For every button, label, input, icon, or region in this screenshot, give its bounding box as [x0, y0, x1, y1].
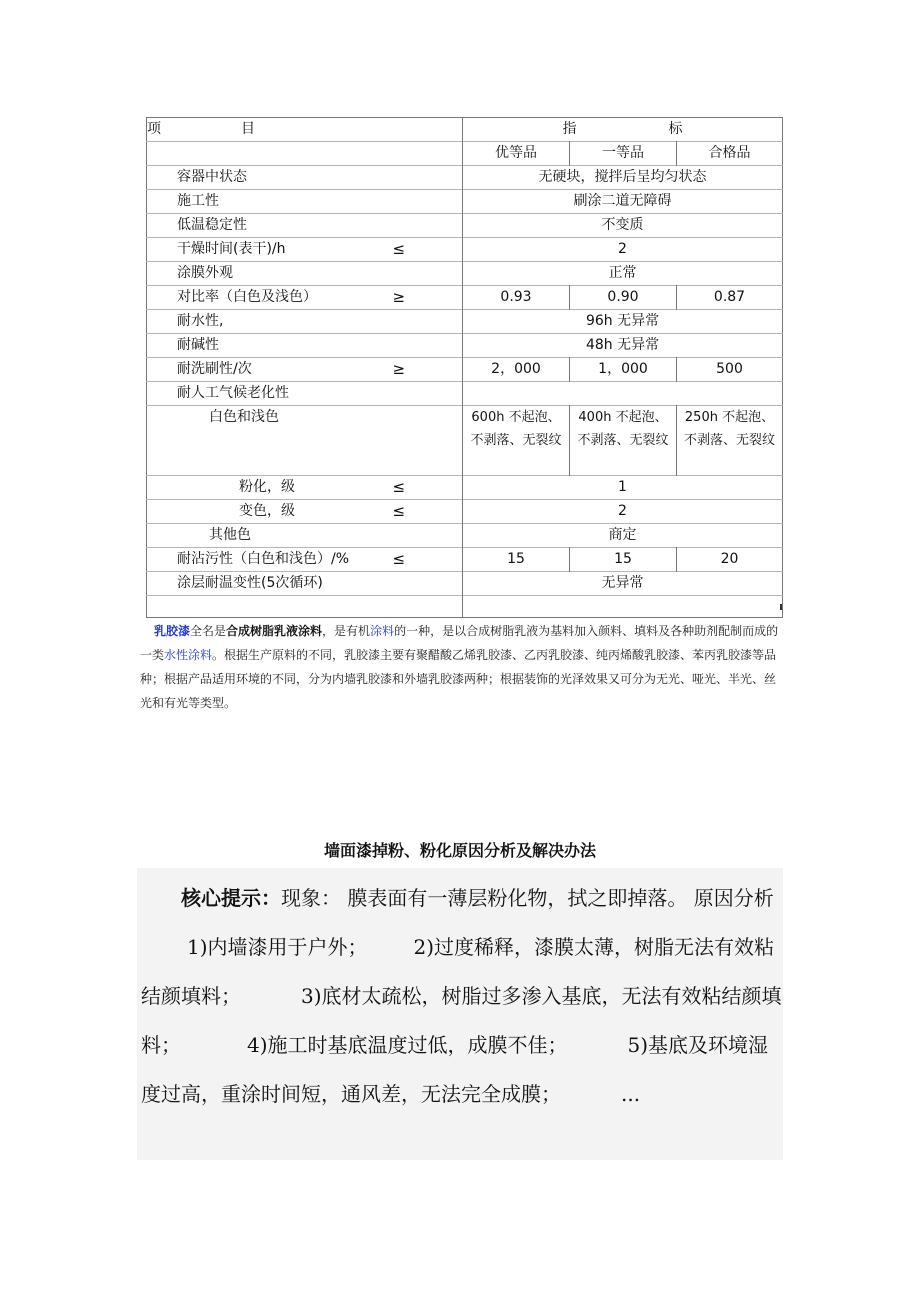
row-value: 1，000 — [570, 358, 677, 382]
row-item: 白色和浅色 — [209, 409, 279, 425]
table-row — [147, 476, 783, 500]
table-row — [147, 166, 783, 190]
row-value: 0.90 — [570, 286, 677, 310]
row-item: 其他色 — [209, 527, 251, 543]
header-item: 项 目 — [147, 121, 255, 137]
row-value: 2 — [463, 238, 783, 262]
row-item: 施工性 — [177, 193, 219, 209]
row-item: 粉化，级 — [239, 479, 295, 495]
row-value: 2，000 — [463, 358, 570, 382]
row-value: 无硬块，搅拌后呈均匀状态 — [463, 166, 783, 190]
row-value: 0.93 — [463, 286, 570, 310]
row-operator: ≤ — [392, 502, 406, 520]
table-row — [147, 358, 783, 382]
row-value: 20 — [677, 548, 783, 572]
row-operator: ≤ — [392, 478, 406, 496]
grade-label: 合格品 — [677, 142, 783, 166]
row-item: 变色，级 — [239, 503, 295, 519]
row-value: 刷涂二道无障碍 — [463, 190, 783, 214]
waterborne-coating-link[interactable]: 水性涂料 — [164, 648, 213, 662]
section-title: 墙面漆掉粉、粉化原因分析及解决办法 — [323, 841, 596, 860]
row-item: 容器中状态 — [177, 169, 247, 185]
table-edge-mark — [780, 604, 782, 610]
row-value: 600h 不起泡、不剥落、无裂纹 — [463, 406, 570, 476]
row-item: 耐沾污性（白色和浅色）/% — [177, 551, 350, 567]
table-row — [147, 238, 783, 262]
row-value: 商定 — [463, 524, 783, 548]
row-value: 500 — [677, 358, 783, 382]
row-operator: ≤ — [392, 240, 406, 258]
grade-label: 一等品 — [570, 142, 677, 166]
table-row — [147, 500, 783, 524]
row-value: 正常 — [463, 262, 783, 286]
table-row — [147, 382, 783, 406]
table-row — [147, 406, 783, 476]
row-item: 耐人工气候老化性 — [177, 385, 289, 401]
row-item: 涂膜外观 — [177, 265, 233, 281]
row-item: 耐水性, — [177, 313, 224, 329]
row-value: 1 — [463, 476, 783, 500]
table-row — [147, 310, 783, 334]
row-item: 对比率（白色及浅色） — [177, 289, 317, 305]
row-value: 15 — [463, 548, 570, 572]
row-value: 无异常 — [463, 572, 783, 596]
table-row — [147, 214, 783, 238]
row-value: 96h 无异常 — [463, 310, 783, 334]
row-operator: ≤ — [392, 550, 406, 568]
coating-link[interactable]: 涂料 — [370, 624, 395, 638]
table-row-empty — [147, 596, 783, 618]
table-grade-row — [147, 142, 783, 166]
row-value: 250h 不起泡、不剥落、无裂纹 — [677, 406, 783, 476]
grade-label: 优等品 — [463, 142, 570, 166]
table-row — [147, 286, 783, 310]
table-row — [147, 572, 783, 596]
table-row — [147, 262, 783, 286]
row-value: 2 — [463, 500, 783, 524]
row-item: 耐洗刷性/次 — [177, 361, 252, 377]
core-tip-label: 核心提示： — [181, 886, 281, 910]
row-value: 48h 无异常 — [463, 334, 783, 358]
table-row — [147, 190, 783, 214]
row-value — [463, 382, 783, 406]
row-item: 低温稳定性 — [177, 217, 247, 233]
row-operator: ≥ — [392, 360, 406, 378]
core-tip-box — [137, 868, 783, 1160]
row-value: 400h 不起泡、不剥落、无裂纹 — [570, 406, 677, 476]
latex-paint-link[interactable]: 乳胶漆 — [154, 624, 191, 638]
row-item: 涂层耐温变性(5次循环) — [177, 575, 323, 591]
row-value: 不变质 — [463, 214, 783, 238]
row-value: 15 — [570, 548, 677, 572]
table-row — [147, 548, 783, 572]
row-operator: ≥ — [392, 288, 406, 306]
row-item: 干燥时间(表干)/h — [177, 241, 286, 257]
row-value: 0.87 — [677, 286, 783, 310]
row-item: 耐碱性 — [177, 337, 219, 353]
table-row — [147, 334, 783, 358]
table-row — [147, 524, 783, 548]
spec-table — [146, 117, 783, 618]
core-tip-text: 核心提示：现象： 膜表面有一薄层粉化物，拭之即掉落。 原因分析1)内墙漆用于户外； 2)过度稀释，漆膜太薄，树脂无法有效粘结颜填料； 3)底材太疏松，树脂过多渗入基底，无法有效粘结颜填料； 4)施工时基底温度过低，成膜不佳； 5)基底及环境湿度过高，重涂时间短，通风差，无法完全成膜； ... — [141, 886, 782, 1106]
header-index: 指 标 — [463, 118, 783, 142]
table-header-row — [147, 118, 783, 142]
intro-paragraph: 乳胶漆全名是合成树脂乳液涂料，是有机涂料的一种，是以合成树脂乳液为基料加入颜料、填料及各种助剂配制而成的一类水性涂料。根据生产原料的不同，乳胶漆主要有聚醋酸乙烯乳胶漆、乙丙乳胶漆、纯丙烯酸乳胶漆、苯丙乳胶漆等品种；根据产品适用环境的不同，分为内墙乳胶漆和外墙乳胶漆两种；根据装饰的光泽效果又可分为无光、哑光、半光、丝光和有光等类型。 — [140, 624, 779, 710]
